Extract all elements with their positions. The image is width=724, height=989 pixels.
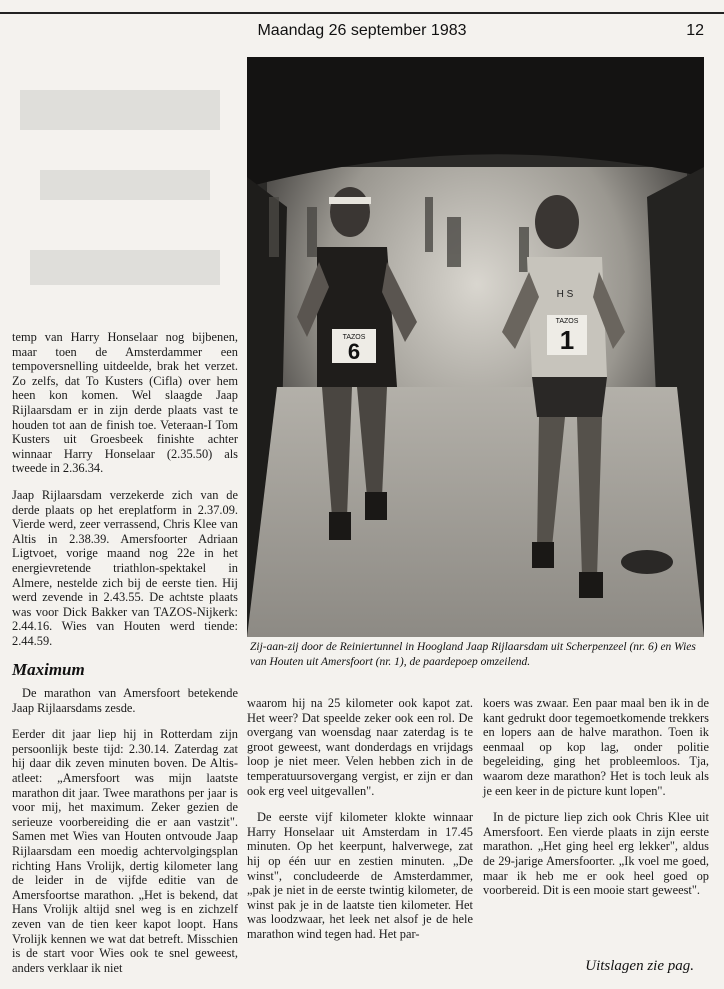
page-date: Maandag 26 september 1983 (257, 22, 467, 39)
section-heading: Maximum (12, 660, 85, 679)
paragraph: De marathon van Amersfoort betekende Jaap Rijlaarsdams zesde. (12, 686, 238, 715)
page-number: 12 (686, 22, 704, 39)
paragraph: Jaap Rijlaarsdam verzekerde zich van de derde plaats op het ereplatform in 2.37.09. Vierde werd, zeer verrassend, Chris Klee van Altis in 2.38.39. Amersfoorter Adriaan Ligtvoet, vorige maand nog 22e in het energievretende triathlon-spektakel in Almere, nestelde zich bij de eerste tien. Hij werd zevende in 2.43.55. De achtste plaats was voor Dick Bakker van TAZOS-Nijkerk: 2.44.16. Wies van Houten werd tiende: 2.44.59. (12, 487, 238, 648)
paragraph: In de picture liep zich ook Chris Klee uit Amersfoort. Een vierde plaats in zijn eerste marathon. „Het ging heel erg lekker", aldus de 29-jarige Amersfoorter. „Ik voel me goed, maar ik heb me er ook heel goed op voorbereid. Dit is een mooie start geweest". (483, 810, 709, 898)
bib-sponsor-left: TAZOS (342, 334, 366, 341)
left-column-text (12, 330, 238, 660)
club-label-right: H S (556, 289, 574, 300)
right-column-text (483, 696, 709, 910)
paragraph: temp van Harry Honselaar nog bijbenen, maar toen de Amsterdammer een tempoversnelling uitdeelde, brak het verzet. Zo zelfs, dat To Kusters (Cifla) over hem heen kon komen. Wel slaagde Jaap Rijlaarsdam er in zijn derde plaats vast te houden tot aan de finish toe. Veteraan-I Tom Kusters uit Groesbeek finishte achter winnaar Harry Honselaar (2.35.50) als tweede in 2.36.34. (12, 330, 238, 476)
top-rule (0, 12, 724, 14)
bib-number-right: 1 (559, 325, 575, 355)
results-reference: Uitslagen zie pag. (585, 958, 694, 974)
paragraph: De eerste vijf kilometer klokte winnaar Harry Honselaar uit Amsterdam in 17.45 minuten. Op het keerpunt, halverwege, zat hij op één uur en zestien minuten. „De winst", concludeerde de Amsterdammer, „pak je niet in de eerste twintig kilometer, de winst pak je in de laatste tien kilometer. Het was loodzwaar, het leek net alsof je de hele marathon wind tegen had. Het par- (247, 810, 473, 941)
race-photo (247, 57, 704, 637)
photo-caption: Zij-aan-zij door de Reiniertunnel in Hoogland Jaap Rijlaarsdam uit Scherpenzeel (nr. 6) en Wies van Houten uit Amersfoort (nr. 1), de paardepoep omzeilend. (250, 641, 696, 668)
lower-left-column-text (12, 686, 238, 987)
faded-background-art (0, 60, 240, 330)
paragraph: waarom hij na 25 kilometer ook kapot zat. Het weer? Dat speelde zeker ook een rol. De overgang van woensdag naar zaterdag is te groot geweest, want donderdags en vrijdags loop je niet meer. Velen hebben zich in de temperatuursovergang vergist, er zijn er dan ook erg veel uitgevallen". (247, 696, 473, 798)
paragraph: koers was zwaar. Een paar maal ben ik in de kant gedrukt door tegemoetkomende trekkers en lopers aan de halve marathon. Toen ik eenmaal op kop lag, onder politie begeleiding, ging het probleemloos. Tja, waarom deze marathon? Het is toch leuk als je een keer in de picture kunt lopen". (483, 696, 709, 798)
bib-number-left: 6 (347, 339, 361, 364)
paragraph: Eerder dit jaar liep hij in Rotterdam zijn persoonlijk beste tijd: 2.30.14. Zaterdag zat hij daar dik zeven minuten boven. De Altis-atleet: „Amersfoort was mijn laatste marathon dit jaar. Twee marathons per jaar is voor mij, het maximum. Zeker gezien de serieuze voorbereiding die er aan vastzit". Samen met Wies van Houten ontvoude Jaap Rijlaarsdam een moedig achtervolgingsplan richting Hans Vrolijk, dertig kilometer lang de leider in de vijfde editie van de Amersfoortse marathon. „Het is bekend, dat Hans Vrolijk altijd snel weg is en zichzelf zeven van de tien keer kapot loopt. Hans Vrolijk kennen we wat dat betreft. Misschien is de start voor Wies ook te snel geweest, anders verklaar ik niet (12, 727, 238, 975)
bib-sponsor-right: TAZOS (555, 318, 579, 325)
middle-column-text (247, 696, 473, 954)
